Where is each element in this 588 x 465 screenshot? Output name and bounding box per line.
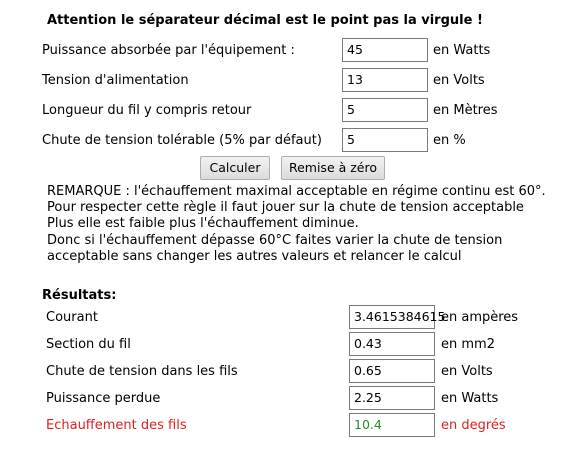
- current-output: 3.4615384615: [349, 305, 435, 329]
- voltage-drop-unit: en %: [433, 133, 466, 148]
- remark-line-3: Plus elle est faible plus l'échauffement diminue.: [47, 216, 359, 231]
- wire-length-label: Longueur du fil y compris retour: [42, 103, 252, 118]
- voltage-input[interactable]: 13: [342, 68, 428, 92]
- page-title: Attention le séparateur décimal est le point pas la virgule !: [47, 13, 483, 28]
- remark-line-5: acceptable sans changer les autres valeurs et relancer le calcul: [47, 249, 462, 264]
- power-input[interactable]: 45: [342, 38, 428, 62]
- section-label: Section du fil: [46, 337, 131, 352]
- voltage-drop-input[interactable]: 5: [342, 128, 428, 152]
- results-heading: Résultats:: [42, 288, 117, 303]
- power-loss-unit: en Watts: [441, 391, 499, 406]
- current-label: Courant: [46, 310, 98, 325]
- remark-line-1: REMARQUE : l'échauffement maximal acceptable en régime continu est 60°.: [47, 184, 546, 199]
- current-unit: en ampères: [441, 310, 519, 325]
- remark-line-4: Donc si l'échauffement dépasse 60°C faites varier la chute de tension: [47, 233, 503, 248]
- wire-drop-unit: en Volts: [441, 364, 493, 379]
- heating-label: Echauffement des fils: [46, 418, 187, 433]
- power-unit: en Watts: [433, 43, 491, 58]
- wire-drop-label: Chute de tension dans les fils: [46, 364, 238, 379]
- heating-unit: en degrés: [441, 418, 506, 433]
- power-label: Puissance absorbée par l'équipement :: [42, 43, 295, 58]
- section-unit: en mm2: [441, 337, 495, 352]
- remark-line-2: Pour respecter cette règle il faut jouer sur la chute de tension acceptable: [47, 200, 524, 215]
- power-loss-output: 2.25: [349, 386, 435, 410]
- heating-output: 10.4: [349, 413, 435, 437]
- calculate-button[interactable]: Calculer: [200, 156, 270, 180]
- wire-length-input[interactable]: 5: [342, 98, 428, 122]
- power-loss-label: Puissance perdue: [46, 391, 161, 406]
- section-output: 0.43: [349, 332, 435, 356]
- reset-button[interactable]: Remise à zéro: [281, 156, 385, 180]
- voltage-unit: en Volts: [433, 73, 485, 88]
- wire-length-unit: en Mètres: [433, 103, 498, 118]
- voltage-drop-label: Chute de tension tolérable (5% par défaut): [42, 133, 322, 148]
- wire-drop-output: 0.65: [349, 359, 435, 383]
- voltage-label: Tension d'alimentation: [42, 73, 189, 88]
